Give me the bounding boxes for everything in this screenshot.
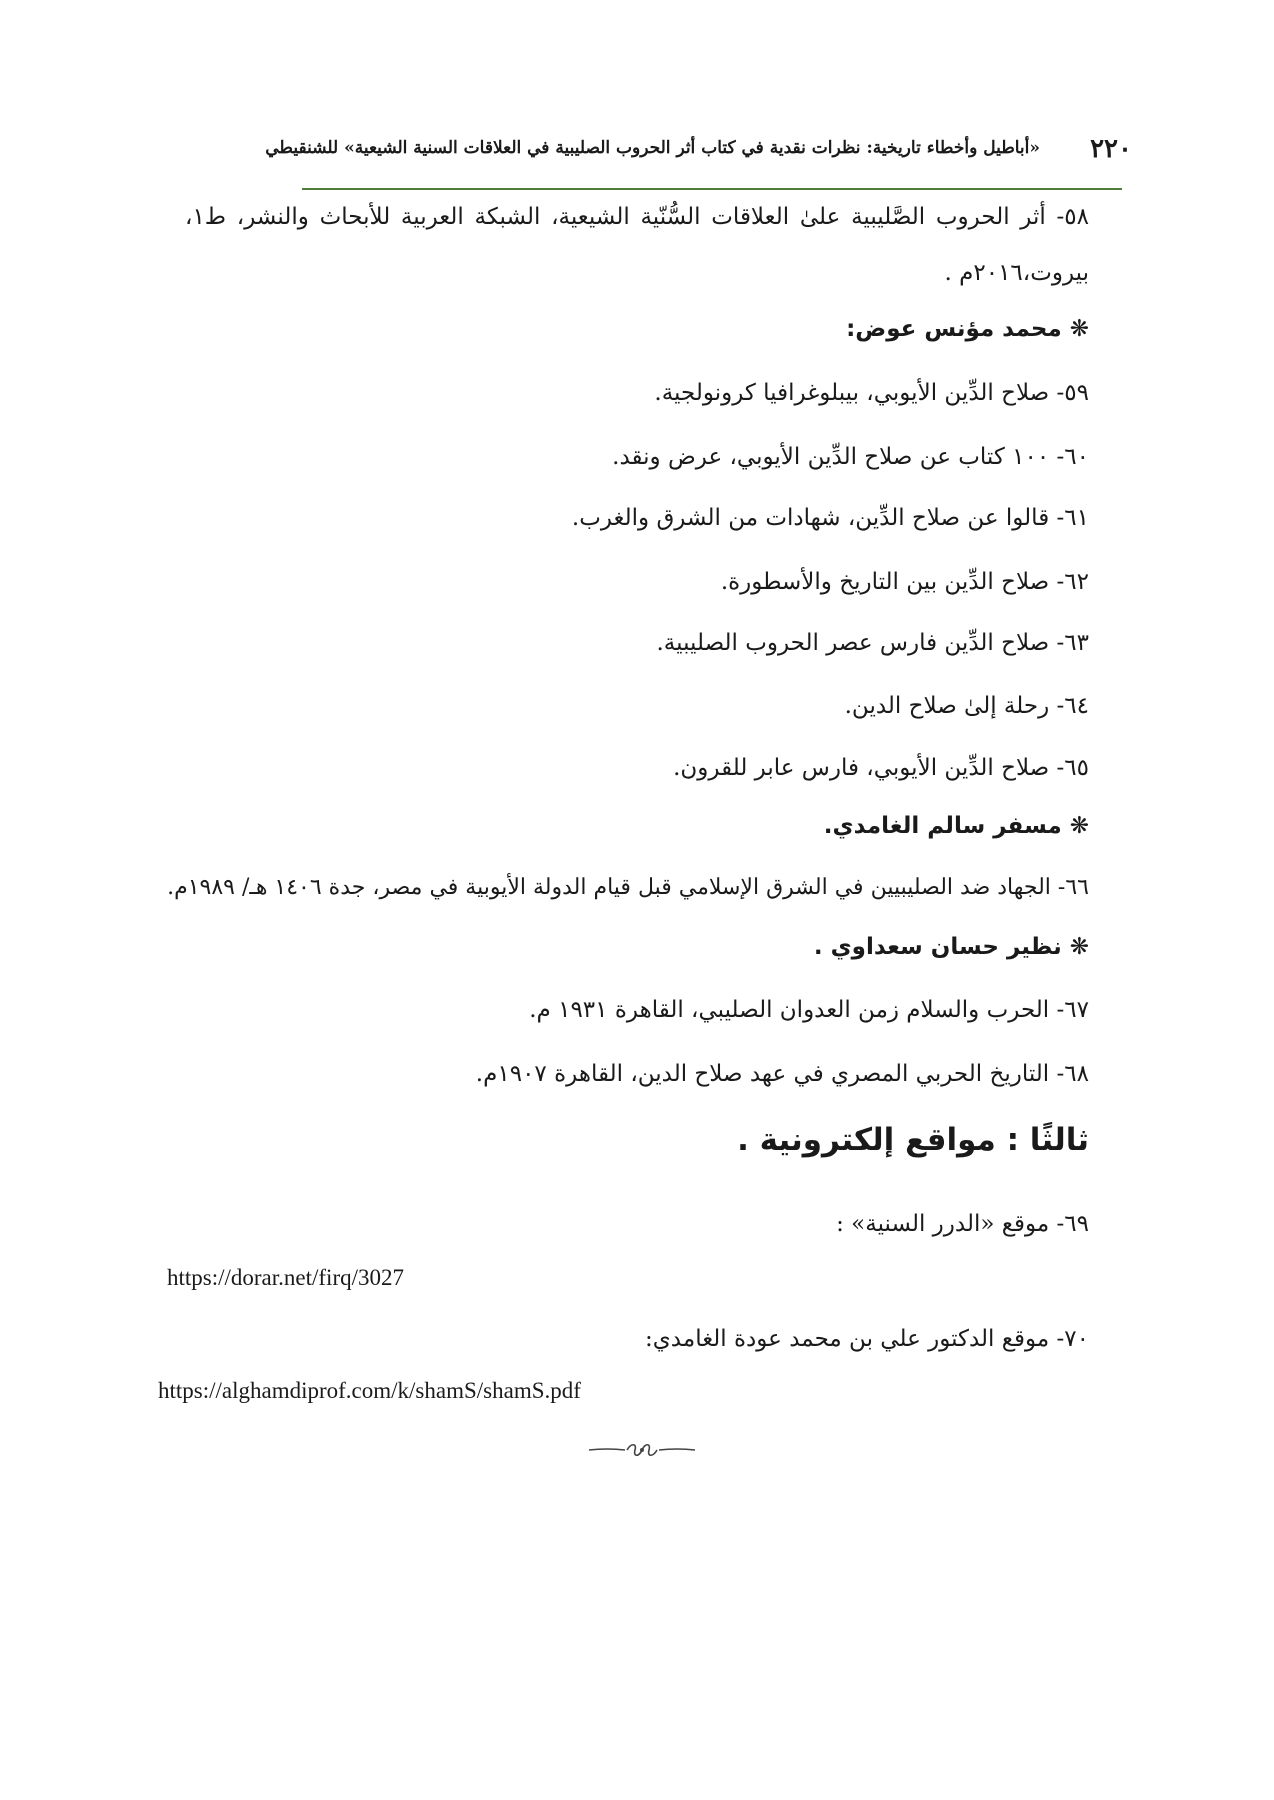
entry-68: ٦٨- التاريخ الحربي المصري في عهد صلاح الدين، القاهرة ١٩٠٧م.	[475, 1061, 1089, 1087]
entry-65: ٦٥- صلاح الدِّين الأيوبي، فارس عابر للقرون.	[673, 755, 1089, 781]
page-number: ٢٢٠	[1090, 134, 1132, 164]
entry-66: ٦٦- الجهاد ضد الصليبيين في الشرق الإسلامي قبل قيام الدولة الأيوبية في مصر، جدة ١٤٠٦ هـ/ ١٩٨٩م.	[167, 875, 1089, 900]
entry-70: ٧٠- موقع الدكتور علي بن محمد عودة الغامدي:	[645, 1326, 1089, 1352]
author-heading-nazir-hassan-saadawi: ❋ نظير حسان سعداوي .	[813, 934, 1089, 960]
entry-67: ٦٧- الحرب والسلام زمن العدوان الصليبي، القاهرة ١٩٣١ م.	[529, 997, 1089, 1023]
end-ornament-icon	[587, 1440, 697, 1460]
entry-70-url-link[interactable]: https://alghamdiprof.com/k/shamS/shamS.pdf	[158, 1378, 581, 1403]
entry-61: ٦١- قالوا عن صلاح الدِّين، شهادات من الشرق والغرب.	[571, 505, 1089, 531]
entry-63: ٦٣- صلاح الدِّين فارس عصر الحروب الصليبية.	[656, 630, 1089, 656]
entry-64: ٦٤- رحلة إلىٰ صلاح الدين.	[844, 693, 1089, 719]
section-heading-electronic-sites: ثالثًا : مواقع إلكترونية .	[737, 1122, 1089, 1158]
entry-62: ٦٢- صلاح الدِّين بين التاريخ والأسطورة.	[720, 569, 1089, 595]
entry-69: ٦٩- موقع «الدرر السنية» :	[836, 1211, 1089, 1237]
entry-60: ٦٠- ١٠٠ كتاب عن صلاح الدِّين الأيوبي، عرض ونقد.	[612, 444, 1089, 470]
entry-69-url-link[interactable]: https://dorar.net/firq/3027	[167, 1265, 404, 1290]
entry-58-line-2: بيروت،٢٠١٦م .	[944, 260, 1089, 286]
header-rule	[302, 188, 1122, 190]
author-heading-misfer-salem-alghamdi: ❋ مسفر سالم الغامدي.	[823, 813, 1089, 839]
author-heading-mohamed-mounes-awad: ❋ محمد مؤنس عوض:	[846, 316, 1089, 342]
entry-58-line-1: ٥٨- أثر الحروب الصَّليبية علىٰ العلاقات السُّنّية الشيعية، الشبكة العربية للأبحاث والنشر، ط١،	[185, 204, 1089, 230]
page-header	[265, 128, 1140, 168]
entry-59: ٥٩- صلاح الدِّين الأيوبي، بيبلوغرافيا كرونولجية.	[654, 380, 1089, 406]
running-title: «أباطيل وأخطاء تاريخية: نظرات نقدية في كتاب أثر الحروب الصليبية في العلاقات السنية الشيعية» للشنقيطي	[265, 138, 1040, 158]
